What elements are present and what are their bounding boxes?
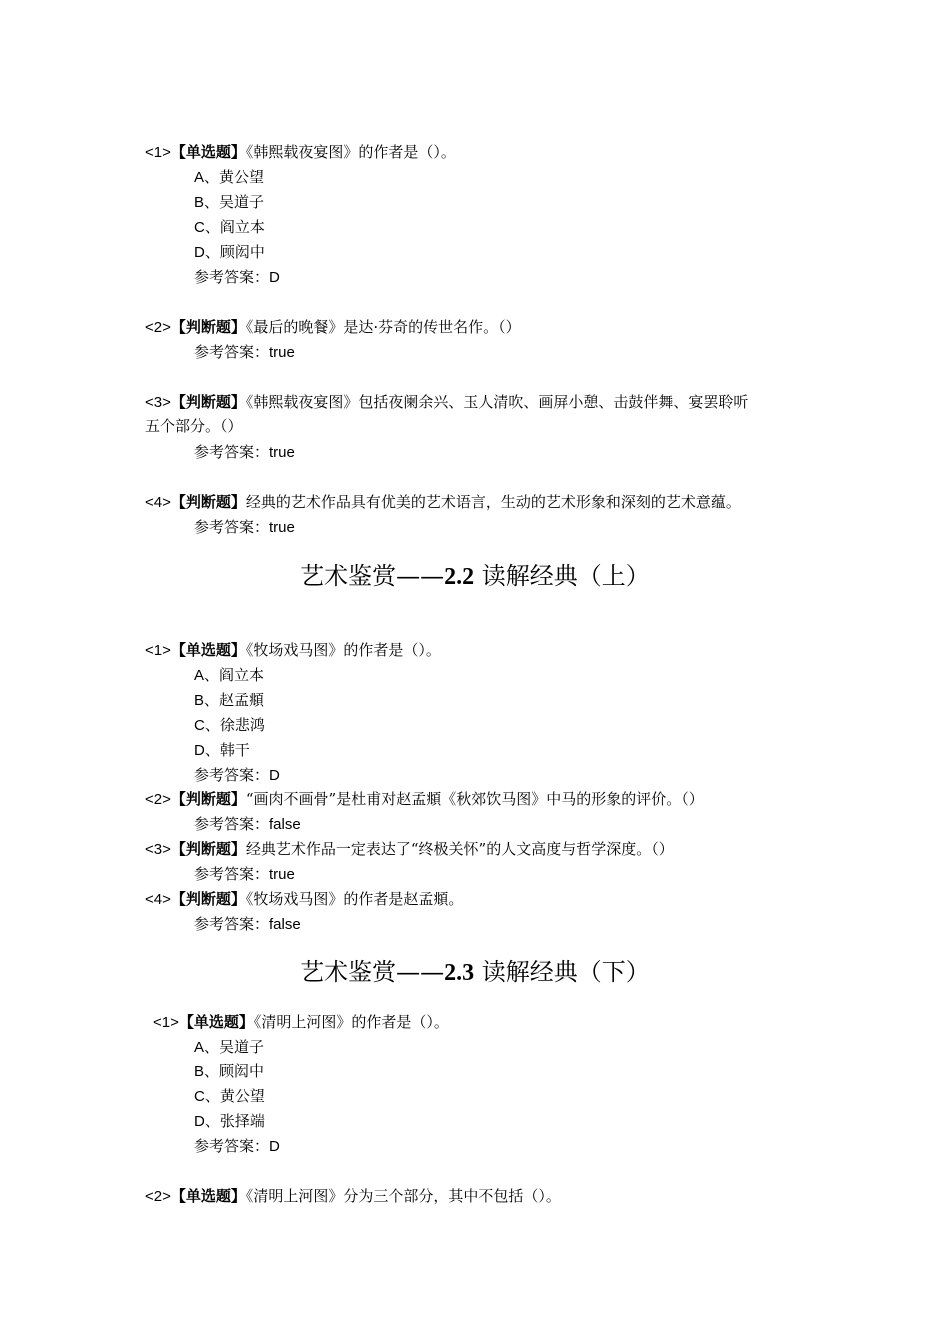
- option-b: B、赵孟頫: [194, 691, 265, 709]
- question-1-2: <2>【判断题】《最后的晚餐》是达·芬奇的传世名作。（）: [145, 318, 521, 336]
- reference-answer: 参考答案：true: [194, 518, 295, 536]
- option-a: A、黄公望: [194, 168, 265, 186]
- reference-answer: 参考答案：D: [194, 766, 280, 784]
- reference-answer: 参考答案：true: [194, 865, 295, 883]
- question-2-2: <2>【判断题】“画肉不画骨”是杜甫对赵孟頫《秋郊饮马图》中马的形象的评价。（）: [145, 790, 704, 808]
- option-d: D、张择端: [194, 1112, 265, 1130]
- option-d: D、顾闳中: [194, 243, 265, 261]
- option-c: C、徐悲鸿: [194, 716, 265, 734]
- option-a: A、阎立本: [194, 666, 265, 684]
- question-3-2: <2>【单选题】《清明上河图》分为三个部分，其中不包括（）。: [145, 1187, 561, 1205]
- option-c: C、阎立本: [194, 218, 265, 236]
- reference-answer: 参考答案：true: [194, 343, 295, 361]
- question-2-3: <3>【判断题】经典艺术作品一定表达了“终极关怀”的人文高度与哲学深度。（）: [145, 840, 674, 858]
- question-1-4: <4>【判断题】经典的艺术作品具有优美的艺术语言，生动的艺术形象和深刻的艺术意蕴。: [145, 493, 741, 511]
- question-1-3-continued: 五个部分。（）: [145, 417, 243, 435]
- section-heading-2-2: 艺术鉴赏——2.2 读解经典（上）: [300, 562, 650, 590]
- question-2-4: <4>【判断题】《牧场戏马图》的作者是赵孟頫。: [145, 890, 464, 908]
- question-1-3: <3>【判断题】《韩熙载夜宴图》包括夜阑余兴、玉人清吹、画屏小憩、击鼓伴舞、宴罢聆听: [145, 393, 749, 411]
- option-b: B、顾闳中: [194, 1062, 265, 1080]
- section-heading-2-3: 艺术鉴赏——2.3 读解经典（下）: [300, 958, 650, 986]
- option-c: C、黄公望: [194, 1087, 265, 1105]
- option-d: D、韩干: [194, 741, 250, 759]
- reference-answer: 参考答案：false: [194, 815, 301, 833]
- reference-answer: 参考答案：false: [194, 915, 301, 933]
- question-3-1: <1>【单选题】《清明上河图》的作者是（）。: [153, 1013, 449, 1031]
- question-1-1: <1>【单选题】《韩熙载夜宴图》的作者是（）。: [145, 143, 456, 161]
- option-a: A、吴道子: [194, 1038, 265, 1056]
- reference-answer: 参考答案：D: [194, 268, 280, 286]
- option-b: B、吴道子: [194, 193, 265, 211]
- reference-answer: 参考答案：true: [194, 443, 295, 461]
- question-2-1: <1>【单选题】《牧场戏马图》的作者是（）。: [145, 641, 441, 659]
- reference-answer: 参考答案：D: [194, 1137, 280, 1155]
